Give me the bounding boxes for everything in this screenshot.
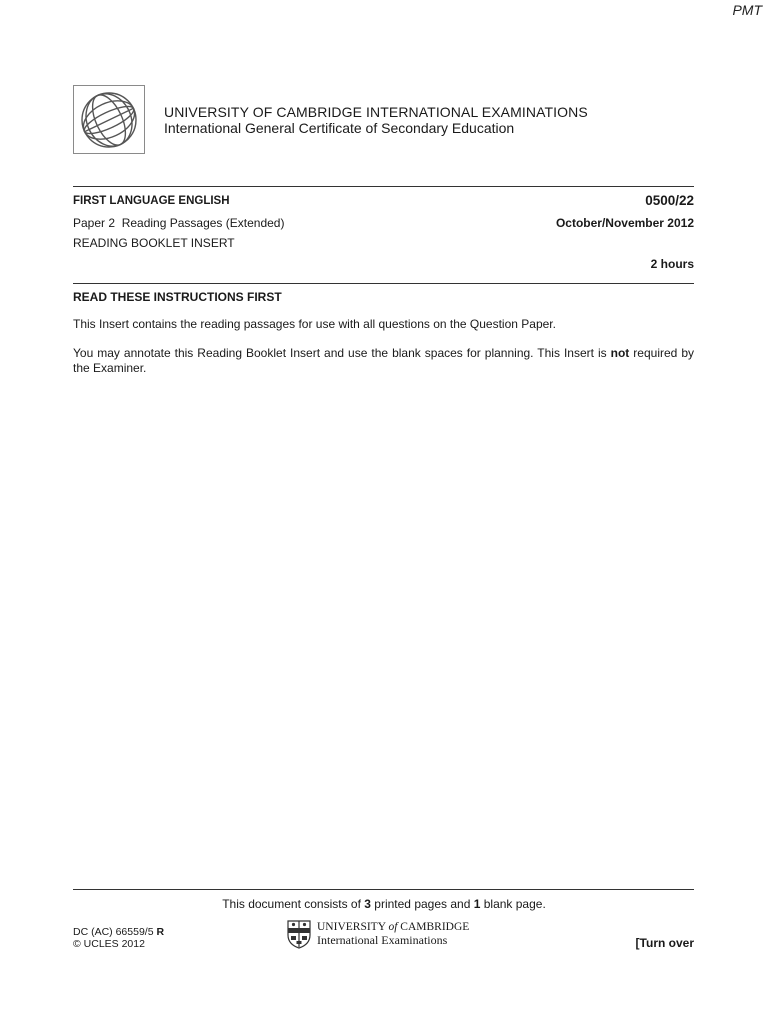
cambridge-crest-icon bbox=[286, 919, 312, 949]
instruction-text-start: You may annotate this Reading Booklet Insert and use the blank spaces for planning. This Insert is bbox=[73, 346, 611, 360]
subject-title: FIRST LANGUAGE ENGLISH bbox=[73, 195, 230, 207]
printed-page-count: 3 bbox=[364, 897, 371, 911]
university-title: UNIVERSITY OF CAMBRIDGE INTERNATIONAL EXAMINATIONS bbox=[164, 104, 588, 120]
cambridge-logo bbox=[286, 919, 469, 949]
qualification-title: International General Certificate of Secondary Education bbox=[164, 120, 515, 136]
instruction-line-2 bbox=[73, 346, 694, 376]
logo-word-of: of bbox=[388, 921, 398, 933]
syllabus-code: 0500/22 bbox=[645, 193, 694, 208]
doc-ref-suffix: R bbox=[156, 926, 165, 938]
page-count-note bbox=[0, 897, 768, 911]
document-reference bbox=[73, 926, 164, 938]
instruction-text-end: required by the Examiner. bbox=[73, 346, 694, 375]
page-count-prefix: This document consists of bbox=[222, 897, 365, 911]
footer-divider bbox=[73, 889, 694, 890]
middle-divider bbox=[73, 283, 694, 284]
instruction-emphasis: not bbox=[610, 346, 630, 360]
top-divider bbox=[73, 186, 694, 187]
page-count-suffix: blank page. bbox=[480, 897, 546, 911]
cambridge-logo-line-2: International Examinations bbox=[317, 933, 448, 947]
logo-word-university: UNIVERSITY bbox=[317, 921, 386, 933]
turn-over-note: [Turn over bbox=[635, 936, 694, 950]
page-count-middle: printed pages and bbox=[370, 897, 474, 911]
paper-title: Paper 2 Reading Passages (Extended) bbox=[73, 216, 285, 230]
instruction-line-1: This Insert contains the reading passages for use with all questions on the Question Paper. bbox=[73, 317, 556, 331]
blank-page-count: 1 bbox=[473, 897, 481, 911]
logo-word-cambridge: CAMBRIDGE bbox=[400, 921, 470, 933]
exam-session: October/November 2012 bbox=[555, 216, 694, 230]
globe-icon bbox=[78, 89, 140, 151]
booklet-type: READING BOOKLET INSERT bbox=[73, 236, 235, 250]
copyright-notice: © UCLES 2012 bbox=[73, 938, 145, 950]
pmt-watermark: PMT bbox=[732, 2, 762, 18]
doc-ref-code: DC (AC) 66559/5 bbox=[73, 926, 154, 938]
globe-logo bbox=[73, 85, 145, 154]
instructions-heading: READ THESE INSTRUCTIONS FIRST bbox=[73, 290, 282, 304]
exam-duration: 2 hours bbox=[650, 257, 694, 271]
